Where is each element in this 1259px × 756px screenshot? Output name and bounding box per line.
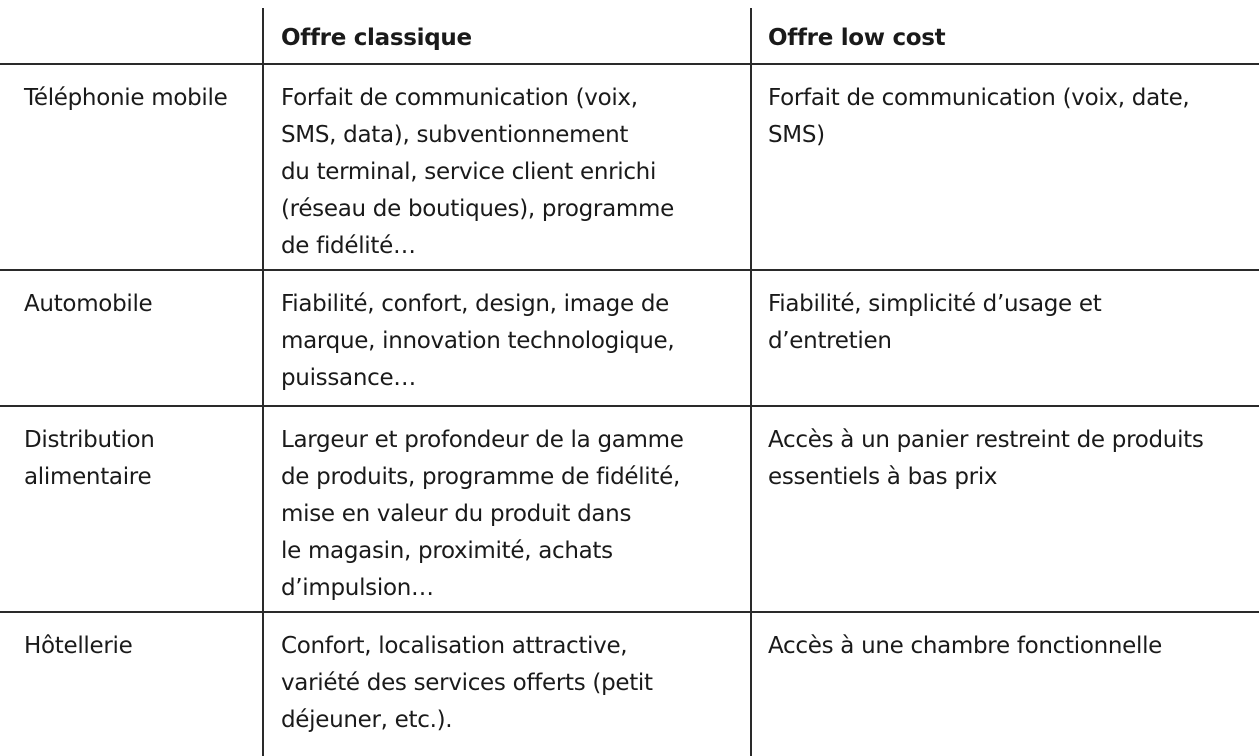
low-cost-cell: Fiabilité, simplicité d’usage et d’entretien: [768, 291, 1102, 354]
table-row: [0, 406, 1259, 612]
sector-cell: Hôtellerie: [24, 633, 133, 659]
low-cost-cell: Accès à une chambre fonctionnelle: [768, 633, 1163, 659]
classique-cell: Largeur et profondeur de la gamme de produits, programme de fidélité, mise en valeur du produit dans le magasin, proximité, achats d’impulsion…: [281, 427, 684, 601]
table-row: [0, 270, 1259, 406]
classique-cell: Forfait de communication (voix, SMS, data), subventionnement du terminal, service client enrichi (réseau de boutiques), programme de fidélité…: [281, 85, 674, 259]
table-row: [0, 64, 1259, 270]
sector-cell: Distribution alimentaire: [24, 427, 155, 490]
table-row: [0, 612, 1259, 756]
table-header-row: [0, 0, 1259, 64]
classique-cell: Confort, localisation attractive, variété des services offerts (petit déjeuner, etc.).: [281, 633, 653, 733]
classique-cell: Fiabilité, confort, design, image de marque, innovation technologique, puissance…: [281, 291, 675, 391]
sector-cell: Automobile: [24, 291, 153, 317]
header-offre-classique: Offre classique: [281, 25, 472, 51]
header-offre-low-cost: Offre low cost: [768, 25, 946, 51]
sector-cell: Téléphonie mobile: [24, 85, 228, 111]
low-cost-cell: Accès à un panier restreint de produits essentiels à bas prix: [768, 427, 1204, 490]
low-cost-cell: Forfait de communication (voix, date, SMS): [768, 85, 1190, 148]
